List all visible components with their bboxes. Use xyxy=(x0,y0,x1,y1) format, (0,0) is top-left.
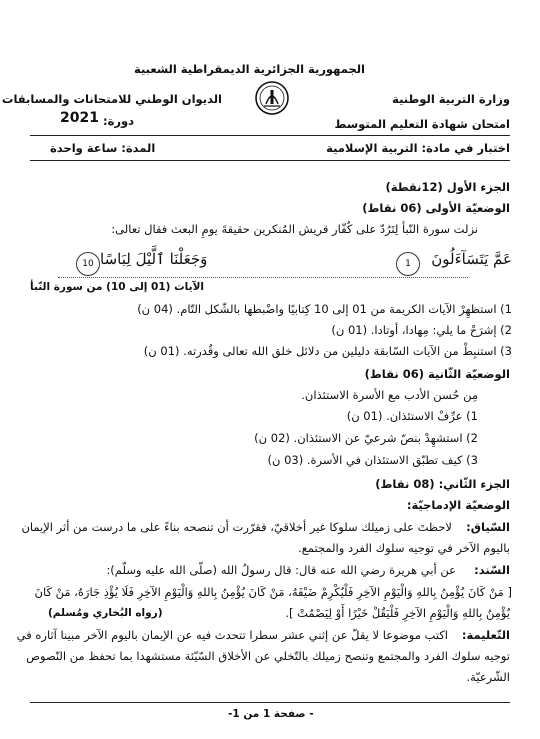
context-label: السّياق: xyxy=(466,520,510,534)
header-divider-top xyxy=(30,135,510,136)
verse-number-end: 10 xyxy=(76,252,100,276)
header-divider-bottom xyxy=(30,160,510,161)
page-number: - صفحة 1 من 1- xyxy=(228,708,314,720)
situation2-title: الوضعيّة الثّانية (06 نقاط) xyxy=(364,367,510,381)
task-label: التّعليمة: xyxy=(461,628,510,642)
integration-situation-title: الوضعيّة الإدماجيّة: xyxy=(406,498,510,512)
support-text: عن أبي هريرة رضي الله عنه قال: قال رسولُ الله (صلّى الله عليه وسلّم): xyxy=(106,563,456,577)
session-label: دورة: xyxy=(103,114,135,128)
s2-question-3: 3) كيف تطبّق الاستئذان في الأسرة. (03 ن) xyxy=(267,453,478,467)
subject-line: اختبار في مادة: التربية الإسلامية xyxy=(326,141,510,155)
duration-line: المدة: ساعة واحدة xyxy=(50,141,156,155)
context-text: لاحظتَ على زميلك سلوكا غير أخلاقيّ، فقرّرت أن تنصحه بناءً على ما درست من أثر الإيمان xyxy=(21,520,452,534)
situation1-title: الوضعيّة الأولى (06 نقاط) xyxy=(362,201,510,215)
part1-title: الجزء الأول (12نقطة) xyxy=(385,180,510,194)
hadith-line-1: [ مَنْ كَانَ يُؤْمِنُ بِاللهِ وَالْيَوْمِ الآخِرِ فَلْيُكْرِمْ ضَيْفَهُ، مَنْ كَانَ يُؤْمِنُ بِاللهِ وَالْيَوْمِ الآخِرِ فَلَا يُؤْذِ جَارَهُ، مَنْ كَانَ xyxy=(34,585,512,599)
part2-title: الجزء الثّاني: (08 نقاط) xyxy=(375,477,510,491)
verse-end: وَجَعَلْنَا ٱلَّيْلَ لِبَاسًا xyxy=(100,250,208,268)
task-text: اكتب موضوعا لا يقلّ عن إثني عشر سطرا تتحدث فيه عن الإيمان باليوم الآخر مبينا آثاره في xyxy=(16,628,448,642)
s2-question-2: 2) استشهِدْ بنصّ شرعيّ عن الاستئذان. (02 ن) xyxy=(254,431,478,445)
footer-divider xyxy=(30,702,510,703)
office-name: الديوان الوطني للامتحانات والمسابقات xyxy=(1,92,222,106)
s1-question-3: 3) استنبِطْ من الآيات السّابقة دليلين من دلائل خلق الله تعالى وقُدرته. (01 ن) xyxy=(143,344,512,358)
s1-question-2: 2) إشرَحْ ما يلي: مِهادا، أوتادا. (01 ن) xyxy=(331,323,512,337)
task-text-2: توجيه سلوك الفرد والمجتمع وتنصح زميلك بالتّخلي عن الأخلاق السّيّئة مستشهدا بما تحفظ من النّصوص xyxy=(26,649,510,663)
emblem-logo xyxy=(254,80,290,116)
ministry-name: وزارة التربية الوطنية xyxy=(392,92,510,106)
republic-title: الجمهورية الجزائرية الديمقراطية الشعبية xyxy=(133,62,365,76)
task-text-3: الشّرعيّة. xyxy=(466,670,510,684)
support-label: السّند: xyxy=(474,563,510,577)
verse-start: عَمَّ يَتَسَآءَلُونَ xyxy=(431,250,512,268)
verse-source: الآيات (01 إلى 10) من سورة النّبأ xyxy=(30,281,204,293)
s2-question-1: 1) عرِّفْ الاستئذان. (01 ن) xyxy=(346,409,478,423)
situation1-intro: نزلت سورة النّبأ لِتَرُدّ على كُفّار قريش المُنكرين حقيقةَ يومِ البعث فقال تعالى: xyxy=(111,222,478,236)
exam-name: امتحان شهادة التعليم المتوسط xyxy=(334,117,510,131)
session-year: 2021 xyxy=(60,110,99,126)
hadith-source: (رواه البُخاري ومُسلم) xyxy=(48,607,163,619)
context-text-2: باليوم الآخر في توجيه سلوك الفرد والمجتمع. xyxy=(298,541,510,555)
s1-question-1: 1) استظهِرْ الآيات الكريمة من 01 إلى 10 كِتابيًا واضْبطها بالشّكل التّام. (04 ن) xyxy=(137,302,512,316)
situation2-intro: مِن حُسن الأدب مع الأسرة الاستئذان. xyxy=(301,388,478,402)
verse-number-start: 1 xyxy=(396,252,420,276)
hadith-line-2: يُؤْمِنُ بِاللهِ وَالْيَوْمِ الآخِرِ فَلْيَقُلْ خَيْرًا أَوْ لِيَصْمُتْ ]. xyxy=(285,606,510,620)
